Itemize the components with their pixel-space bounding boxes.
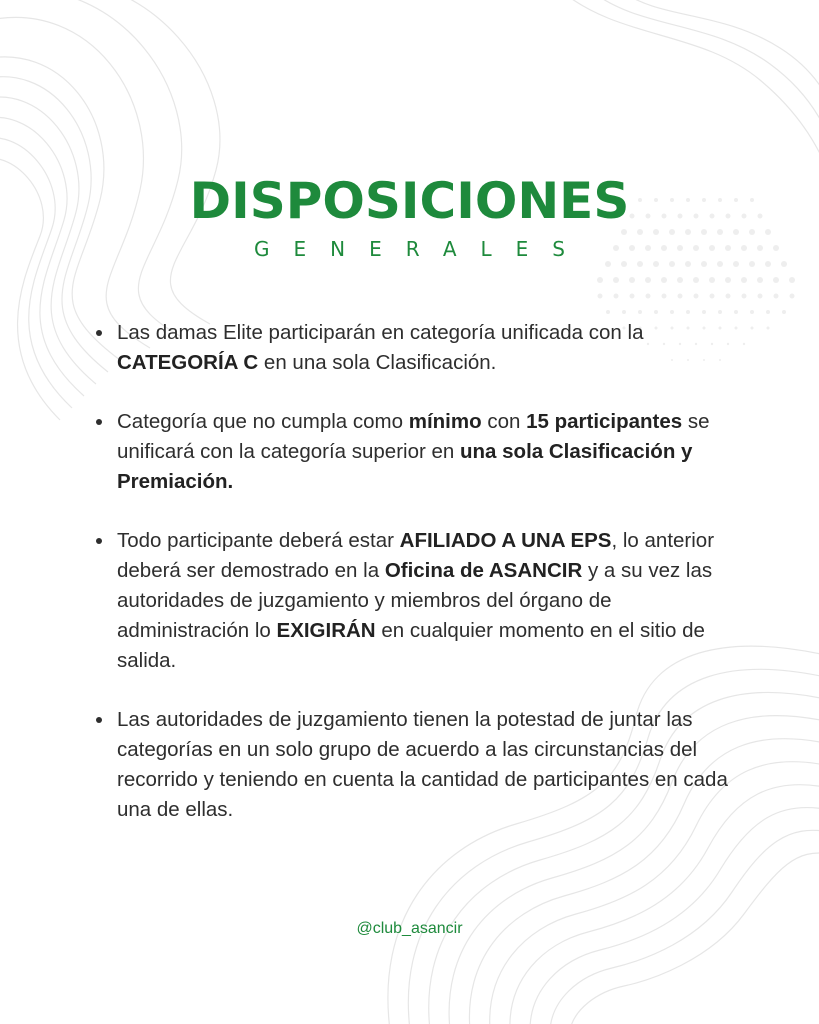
list-item-text: Las damas Elite participarán en categoría unificada con la — [117, 321, 644, 344]
list-item — [96, 407, 746, 497]
list-item-text: en una sola Clasificación. — [258, 351, 497, 374]
list-item-text: se unificará con la categoría superior en — [117, 410, 710, 463]
page-subtitle: GENERALES — [254, 237, 589, 261]
rules-list — [96, 318, 746, 854]
list-item-text: Categoría que no cumpla como — [117, 410, 409, 433]
list-item-bold-text: AFILIADO A UNA EPS — [399, 529, 612, 552]
social-handle: @club_asancir — [356, 920, 463, 937]
bullet-icon — [96, 717, 102, 723]
bullet-icon — [96, 330, 102, 336]
list-item-text: Todo participante deberá estar — [117, 529, 400, 552]
list-item-text: en cualquier momento en el sitio de salida. — [117, 619, 705, 672]
list-item — [96, 705, 746, 825]
list-item-bold-text: CATEGORÍA C — [117, 351, 259, 374]
list-item-bold-text: EXIGIRÁN — [276, 619, 376, 642]
page-title: DISPOSICIONES — [189, 172, 630, 230]
list-item-text: con — [481, 410, 527, 433]
list-item-text: , lo anterior deberá ser demostrado en la — [117, 529, 715, 582]
list-item-text: y a su vez las autoridades de juzgamiento y miembros del órgano de administración lo — [117, 559, 713, 642]
bullet-icon — [96, 538, 102, 544]
list-item-bold-text: 15 participantes — [526, 410, 683, 433]
list-item — [96, 526, 746, 676]
list-item — [96, 318, 746, 378]
list-item-text: Las autoridades de juzgamiento tienen la potestad de juntar las categorías en un solo grupo de acuerdo a las circunstancias del recorrido y teniendo en cuenta la cantidad de participantes en cada una de ellas. — [117, 708, 728, 821]
list-item-bold-text: una sola Clasificación y Premiación. — [117, 440, 693, 493]
list-item-bold-text: Oficina de ASANCIR — [384, 559, 583, 582]
list-item-bold-text: mínimo — [408, 410, 482, 433]
bullet-icon — [96, 419, 102, 425]
